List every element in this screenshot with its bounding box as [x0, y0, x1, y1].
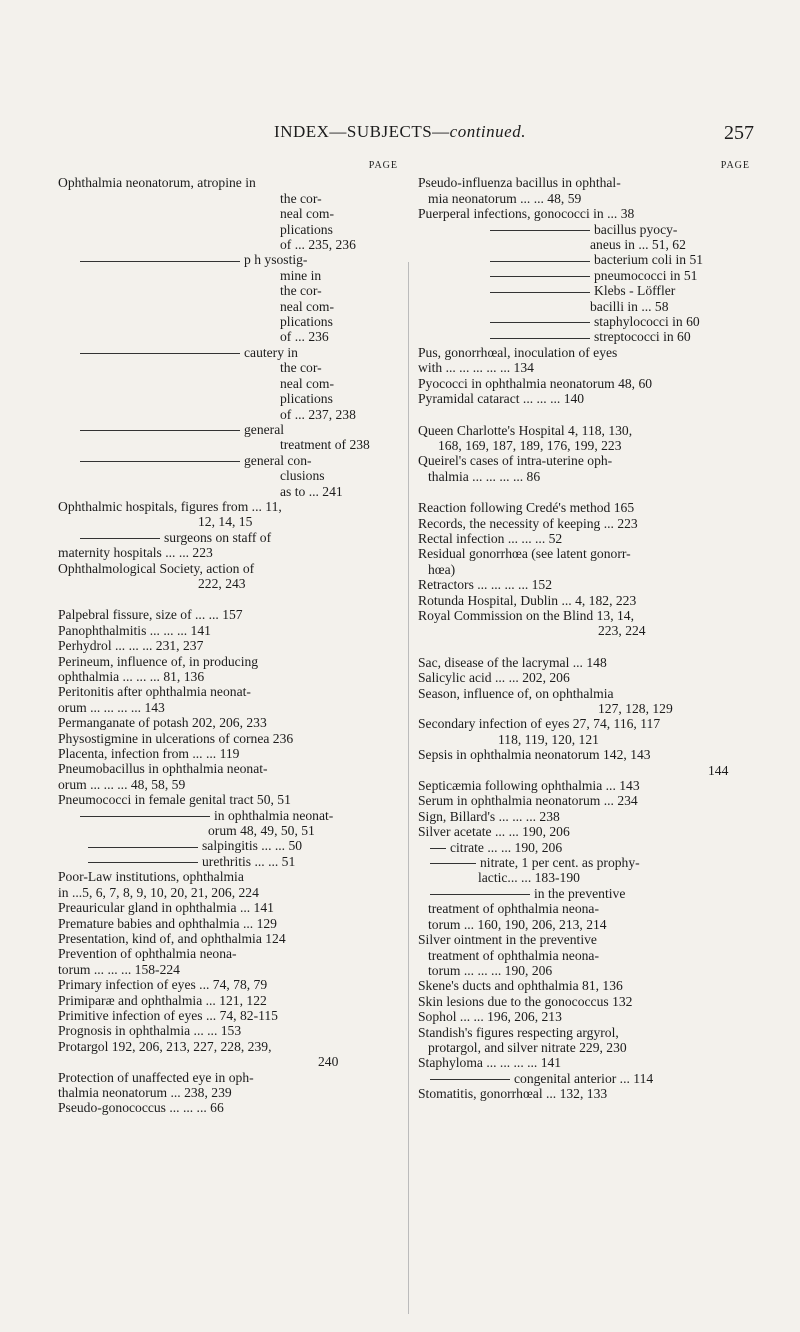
left-index-line — [58, 977, 398, 992]
left-line-text: treatment of 238 — [280, 437, 370, 453]
left-line-text: p h ysostig- — [244, 252, 308, 268]
left-line-text: neal com- — [280, 206, 334, 222]
left-index-line — [58, 623, 398, 638]
right-index-line — [418, 376, 750, 391]
left-index-line — [58, 993, 398, 1008]
left-line-text: Prevention of ophthalmia neona- — [58, 946, 237, 962]
right-index-line — [418, 623, 750, 638]
left-line-text: plications — [280, 391, 333, 407]
left-line-text: Primiparæ and ophthalmia ... 121, 122 — [58, 992, 267, 1008]
left-index-line — [58, 931, 398, 946]
right-line-text: bacilli in ... 58 — [590, 298, 669, 314]
header-title: INDEX—SUBJECTS— — [274, 122, 450, 141]
left-index-line — [58, 962, 398, 977]
right-line-text: 127, 128, 129 — [598, 701, 673, 716]
right-index-line — [418, 391, 750, 406]
right-line-text: lactic... ... 183-190 — [478, 870, 580, 886]
dash-rule — [430, 894, 530, 895]
right-line-text: Pseudo-influenza bacillus in ophthal- — [418, 175, 621, 191]
right-index-line — [418, 593, 750, 608]
left-line-text: 12, 14, 15 — [198, 514, 253, 530]
left-line-text: thalmia neonatorum ... 238, 239 — [58, 1084, 232, 1100]
left-line-text: salpingitis ... ... 50 — [202, 838, 303, 854]
dash-rule — [80, 430, 240, 431]
dash-rule — [490, 230, 590, 231]
right-index-line — [418, 932, 750, 947]
right-line-text: Queen Charlotte's Hospital 4, 118, 130, — [418, 422, 633, 438]
left-line-text: Poor-Law institutions, ophthalmia — [58, 869, 244, 885]
left-index-line — [58, 283, 398, 298]
right-line-text: treatment of ophthalmia neona- — [428, 947, 599, 963]
right-line-text: protargol, and silver nitrate 229, 230 — [428, 1039, 627, 1055]
left-line-text: Pneumobacillus in ophthalmia neonat- — [58, 761, 268, 777]
right-line-text: nitrate, 1 per cent. as prophy- — [480, 855, 640, 871]
dash-rule — [80, 261, 240, 262]
right-line-text: Skin lesions due to the gonococcus 132 — [418, 993, 633, 1009]
right-index-line — [418, 577, 750, 592]
left-index-line — [58, 746, 398, 761]
left-index-line — [58, 561, 398, 576]
right-index-line — [418, 469, 750, 484]
left-line-text: Ophthalmological Society, action of — [58, 560, 255, 576]
left-line-text: Premature babies and ophthalmia ... 129 — [58, 915, 277, 931]
right-line-text: Puerperal infections, gonococci in ... 38 — [418, 206, 635, 222]
left-index-line — [58, 175, 398, 190]
left-line-text: mine in — [280, 267, 322, 283]
right-line-text: Sepsis in ophthalmia neonatorum 142, 143 — [418, 747, 651, 763]
left-index-line — [58, 1070, 398, 1085]
right-line-text: Secondary infection of eyes 27, 74, 116, 117 — [418, 716, 661, 732]
left-line-text: maternity hospitals ... ... 223 — [58, 545, 213, 561]
right-index-line — [418, 252, 750, 267]
left-index-line — [58, 499, 398, 514]
right-line-text: Rotunda Hospital, Dublin ... 4, 182, 223 — [418, 592, 637, 608]
left-line-text: Protection of unaffected eye in oph- — [58, 1069, 254, 1085]
right-line-text: Staphyloma ... ... ... ... 141 — [418, 1055, 562, 1071]
left-index-line — [58, 1054, 398, 1069]
right-index-line — [418, 191, 750, 206]
left-index-line — [58, 252, 398, 267]
right-line-text: Pyramidal cataract ... ... ... 140 — [418, 391, 585, 407]
right-index-line — [418, 809, 750, 824]
right-line-text: Silver acetate ... ... 190, 206 — [418, 824, 570, 840]
left-index-line — [58, 654, 398, 669]
right-line-text: aneus in ... 51, 62 — [590, 237, 686, 253]
left-line-text: the cor- — [280, 190, 322, 206]
right-line-text: Residual gonorrhœa (see latent gonorr- — [418, 546, 631, 562]
right-index-line — [418, 747, 750, 762]
left-line-text: of ... 235, 236 — [280, 237, 356, 253]
dash-rule — [490, 261, 590, 262]
right-line-text: Septicæmia following ophthalmia ... 143 — [418, 778, 640, 794]
left-line-text: Pneumococci in female genital tract 50, 51 — [58, 792, 291, 808]
right-index-line — [418, 994, 750, 1009]
left-line-text: torum ... ... ... 158-224 — [58, 961, 180, 977]
right-index-line — [418, 531, 750, 546]
left-line-text: Permanganate of potash 202, 206, 233 — [58, 715, 267, 731]
left-line-text: clusions — [280, 468, 325, 484]
right-index-line — [418, 608, 750, 623]
right-line-text: Silver ointment in the preventive — [418, 932, 597, 948]
right-index-line — [418, 237, 750, 252]
right-line-text: Queirel's cases of intra-uterine oph- — [418, 453, 613, 469]
entry-gap — [418, 639, 750, 655]
left-line-text: Pseudo-gonococcus ... ... ... 66 — [58, 1100, 224, 1116]
left-line-text: as to ... 241 — [280, 483, 343, 499]
left-index-line — [58, 854, 398, 869]
dash-rule — [430, 863, 476, 864]
right-index-line — [418, 329, 750, 344]
left-index-line — [58, 607, 398, 622]
right-index-line — [418, 963, 750, 978]
right-line-text: torum ... 160, 190, 206, 213, 214 — [428, 916, 607, 932]
right-line-text: Standish's figures respecting argyrol, — [418, 1024, 619, 1040]
right-line-text: with ... ... ... ... ... 134 — [418, 360, 534, 376]
left-line-text: Palpebral fissure, size of ... ... 157 — [58, 607, 243, 623]
dash-rule — [80, 816, 210, 817]
right-line-text: mia neonatorum ... ... 48, 59 — [428, 190, 582, 206]
left-line-text: cautery in — [244, 344, 298, 360]
left-line-text: the cor- — [280, 360, 322, 376]
dash-rule — [490, 276, 590, 277]
right-index-line — [418, 870, 750, 885]
dash-rule — [80, 461, 240, 462]
left-index-line — [58, 684, 398, 699]
left-index-line — [58, 314, 398, 329]
entry-gap — [418, 484, 750, 500]
dash-rule — [490, 338, 590, 339]
right-line-text: 144 — [708, 762, 729, 778]
left-index-line — [58, 869, 398, 884]
left-index-line — [58, 838, 398, 853]
right-index-line — [418, 1025, 750, 1040]
left-line-text: orum ... ... ... 48, 58, 59 — [58, 776, 186, 792]
right-index-line — [418, 268, 750, 283]
right-line-text: 118, 119, 120, 121 — [498, 731, 599, 747]
dash-rule — [80, 538, 160, 539]
left-line-text: 240 — [318, 1054, 339, 1070]
right-line-text: Royal Commission on the Blind 13, 14, — [418, 607, 634, 623]
right-line-text: Skene's ducts and ophthalmia 81, 136 — [418, 978, 623, 994]
left-index-line — [58, 946, 398, 961]
right-index-line — [418, 453, 750, 468]
right-index-line — [418, 345, 750, 360]
dash-rule — [88, 847, 198, 848]
left-line-text: general — [244, 421, 284, 437]
left-index-line — [58, 1100, 398, 1115]
left-index-line — [58, 422, 398, 437]
left-line-text: plications — [280, 221, 333, 237]
left-index-line — [58, 484, 398, 499]
right-index-line — [418, 1071, 750, 1086]
left-index-line — [58, 669, 398, 684]
right-index-line — [418, 901, 750, 916]
left-index-line — [58, 900, 398, 915]
right-index-line — [418, 562, 750, 577]
left-line-text: ophthalmia ... ... ... 81, 136 — [58, 669, 205, 684]
left-index-line — [58, 237, 398, 252]
left-index-line — [58, 1008, 398, 1023]
right-line-text: Season, influence of, on ophthalmia — [418, 685, 614, 701]
right-line-text: in the preventive — [534, 885, 626, 901]
left-index-line — [58, 391, 398, 406]
left-line-text: orum ... ... ... ... 143 — [58, 699, 165, 715]
left-index-line — [58, 545, 398, 560]
left-line-text: Ophthalmia neonatorum, atropine in — [58, 175, 256, 191]
right-line-text: 223, 224 — [598, 623, 646, 639]
right-line-text: Klebs - Löffler — [594, 283, 676, 299]
left-page-label: PAGE — [368, 160, 398, 171]
left-index-line — [58, 1085, 398, 1100]
right-line-text: Rectal infection ... ... ... 52 — [418, 530, 563, 546]
right-line-text: bacillus pyocy- — [594, 221, 678, 237]
right-index-line — [418, 283, 750, 298]
right-index-line — [418, 1086, 750, 1101]
left-index-line — [58, 453, 398, 468]
right-index-line — [418, 423, 750, 438]
left-index-line — [58, 638, 398, 653]
left-line-text: Primary infection of eyes ... 74, 78, 79 — [58, 977, 268, 993]
left-line-text: Preauricular gland in ophthalmia ... 141 — [58, 900, 274, 916]
right-line-text: Retractors ... ... ... ... 152 — [418, 577, 553, 593]
left-index-line — [58, 1023, 398, 1038]
right-index-line — [418, 222, 750, 237]
right-index-line — [418, 655, 750, 670]
entry-gap — [418, 407, 750, 423]
running-header — [0, 122, 800, 142]
left-index-line — [58, 514, 398, 529]
left-index-line — [58, 808, 398, 823]
left-line-text: 222, 243 — [198, 575, 246, 591]
left-index-line — [58, 407, 398, 422]
dash-rule — [430, 1079, 510, 1080]
left-line-text: of ... 237, 238 — [280, 406, 356, 422]
right-line-text: thalmia ... ... ... ... 86 — [428, 468, 541, 484]
left-index-line — [58, 885, 398, 900]
right-index-line — [418, 206, 750, 221]
dash-rule — [490, 292, 590, 293]
right-line-text: Reaction following Credé's method 165 — [418, 500, 635, 516]
left-index-line — [58, 823, 398, 838]
left-index-line — [58, 916, 398, 931]
left-line-text: in ...5, 6, 7, 8, 9, 10, 20, 21, 206, 224 — [58, 884, 259, 900]
right-line-text: Records, the necessity of keeping ... 223 — [418, 515, 638, 531]
right-index-line — [418, 778, 750, 793]
right-column — [418, 158, 750, 1102]
right-index-line — [418, 701, 750, 716]
left-line-text: Panophthalmitis ... ... ... 141 — [58, 622, 211, 638]
left-index-line — [58, 468, 398, 483]
left-line-text: Presentation, kind of, and ophthalmia 124 — [58, 930, 286, 946]
right-page-label: PAGE — [720, 160, 750, 171]
right-index-line — [418, 314, 750, 329]
dash-rule — [490, 322, 590, 323]
right-index-line — [418, 716, 750, 731]
left-index-line — [58, 191, 398, 206]
left-line-text: of ... 236 — [280, 329, 329, 345]
left-line-text: plications — [280, 314, 333, 330]
left-line-text: Physostigmine in ulcerations of cornea 236 — [58, 730, 294, 746]
left-index-line — [58, 731, 398, 746]
left-line-text: in ophthalmia neonat- — [214, 807, 334, 823]
left-line-text: Peritonitis after ophthalmia neonat- — [58, 684, 251, 700]
right-index-line — [418, 824, 750, 839]
left-index-line — [58, 222, 398, 237]
right-line-text: treatment of ophthalmia neona- — [428, 901, 599, 917]
left-line-text: urethritis ... ... 51 — [202, 853, 296, 869]
left-index-line — [58, 345, 398, 360]
right-index-line — [418, 546, 750, 561]
left-index-line — [58, 715, 398, 730]
left-index-line — [58, 700, 398, 715]
right-line-text: Pus, gonorrhœal, inoculation of eyes — [418, 344, 618, 360]
left-line-text: the cor- — [280, 283, 322, 299]
left-line-text: Protargol 192, 206, 213, 227, 228, 239, — [58, 1038, 272, 1054]
left-index-line — [58, 360, 398, 375]
right-line-text: staphylococci in 60 — [594, 314, 700, 330]
left-line-text: Prognosis in ophthalmia ... ... 153 — [58, 1023, 242, 1039]
left-index-line — [58, 268, 398, 283]
right-index-line — [418, 175, 750, 190]
right-index-line — [418, 763, 750, 778]
right-index-line — [418, 1009, 750, 1024]
header-continued: continued. — [449, 122, 526, 141]
right-line-text: Sac, disease of the lacrymal ... 148 — [418, 654, 607, 670]
right-index-line — [418, 1040, 750, 1055]
left-line-text: Placenta, infection from ... ... 119 — [58, 746, 240, 762]
right-line-text: Serum in ophthalmia neonatorum ... 234 — [418, 793, 638, 809]
left-index-line — [58, 792, 398, 807]
left-index-line — [58, 530, 398, 545]
right-index-line — [418, 500, 750, 515]
left-index-line — [58, 761, 398, 776]
left-index-line — [58, 376, 398, 391]
right-line-text: 168, 169, 187, 189, 176, 199, 223 — [438, 437, 622, 453]
left-index-line — [58, 576, 398, 591]
left-line-text: Perhydrol ... ... ... 231, 237 — [58, 638, 204, 654]
right-line-text: Stomatitis, gonorrhœal ... 132, 133 — [418, 1086, 608, 1102]
left-line-text: general con- — [244, 452, 312, 468]
right-line-text: torum ... ... ... 190, 206 — [428, 962, 553, 978]
left-index-line — [58, 437, 398, 452]
right-index-line — [418, 917, 750, 932]
dash-rule — [430, 848, 446, 849]
dash-rule — [88, 862, 198, 863]
right-line-text: Salicylic acid ... ... 202, 206 — [418, 670, 570, 686]
left-index-line — [58, 329, 398, 344]
right-index-line — [418, 299, 750, 314]
right-line-text: streptococci in 60 — [594, 329, 691, 345]
left-index-line — [58, 777, 398, 792]
left-line-text: Ophthalmic hospitals, figures from ... 11, — [58, 498, 282, 514]
right-line-text: hœa) — [428, 561, 456, 577]
left-index-line — [58, 206, 398, 221]
right-index-line — [418, 360, 750, 375]
right-index-line — [418, 686, 750, 701]
right-line-text: citrate ... ... 190, 206 — [450, 839, 563, 855]
right-line-text: Pyococci in ophthalmia neonatorum 48, 60 — [418, 375, 653, 391]
dash-rule — [80, 353, 240, 354]
right-index-line — [418, 1055, 750, 1070]
right-index-line — [418, 840, 750, 855]
right-index-line — [418, 516, 750, 531]
right-line-text: bacterium coli in 51 — [594, 252, 704, 268]
left-line-text: neal com- — [280, 298, 334, 314]
right-line-text: Sophol ... ... 196, 206, 213 — [418, 1009, 562, 1025]
right-index-line — [418, 948, 750, 963]
right-index-line — [418, 978, 750, 993]
left-line-text: orum 48, 49, 50, 51 — [208, 823, 315, 839]
left-line-text: Primitive infection of eyes ... 74, 82-115 — [58, 1007, 278, 1023]
left-line-text: Perineum, influence of, in producing — [58, 653, 259, 669]
left-column — [58, 158, 398, 1116]
right-line-text: pneumococci in 51 — [594, 267, 698, 283]
left-index-line — [58, 1039, 398, 1054]
entry-gap — [58, 591, 398, 607]
left-line-text: surgeons on staff of — [164, 529, 272, 545]
left-line-text: neal com- — [280, 375, 334, 391]
right-index-line — [418, 670, 750, 685]
page-number: 257 — [724, 122, 754, 144]
column-divider — [408, 262, 409, 1314]
right-line-text: congenital anterior ... 114 — [514, 1070, 654, 1086]
right-index-line — [418, 732, 750, 747]
right-index-line — [418, 886, 750, 901]
left-index-line — [58, 299, 398, 314]
right-index-line — [418, 855, 750, 870]
right-index-line — [418, 438, 750, 453]
right-index-line — [418, 793, 750, 808]
right-line-text: Sign, Billard's ... ... ... 238 — [418, 808, 560, 824]
